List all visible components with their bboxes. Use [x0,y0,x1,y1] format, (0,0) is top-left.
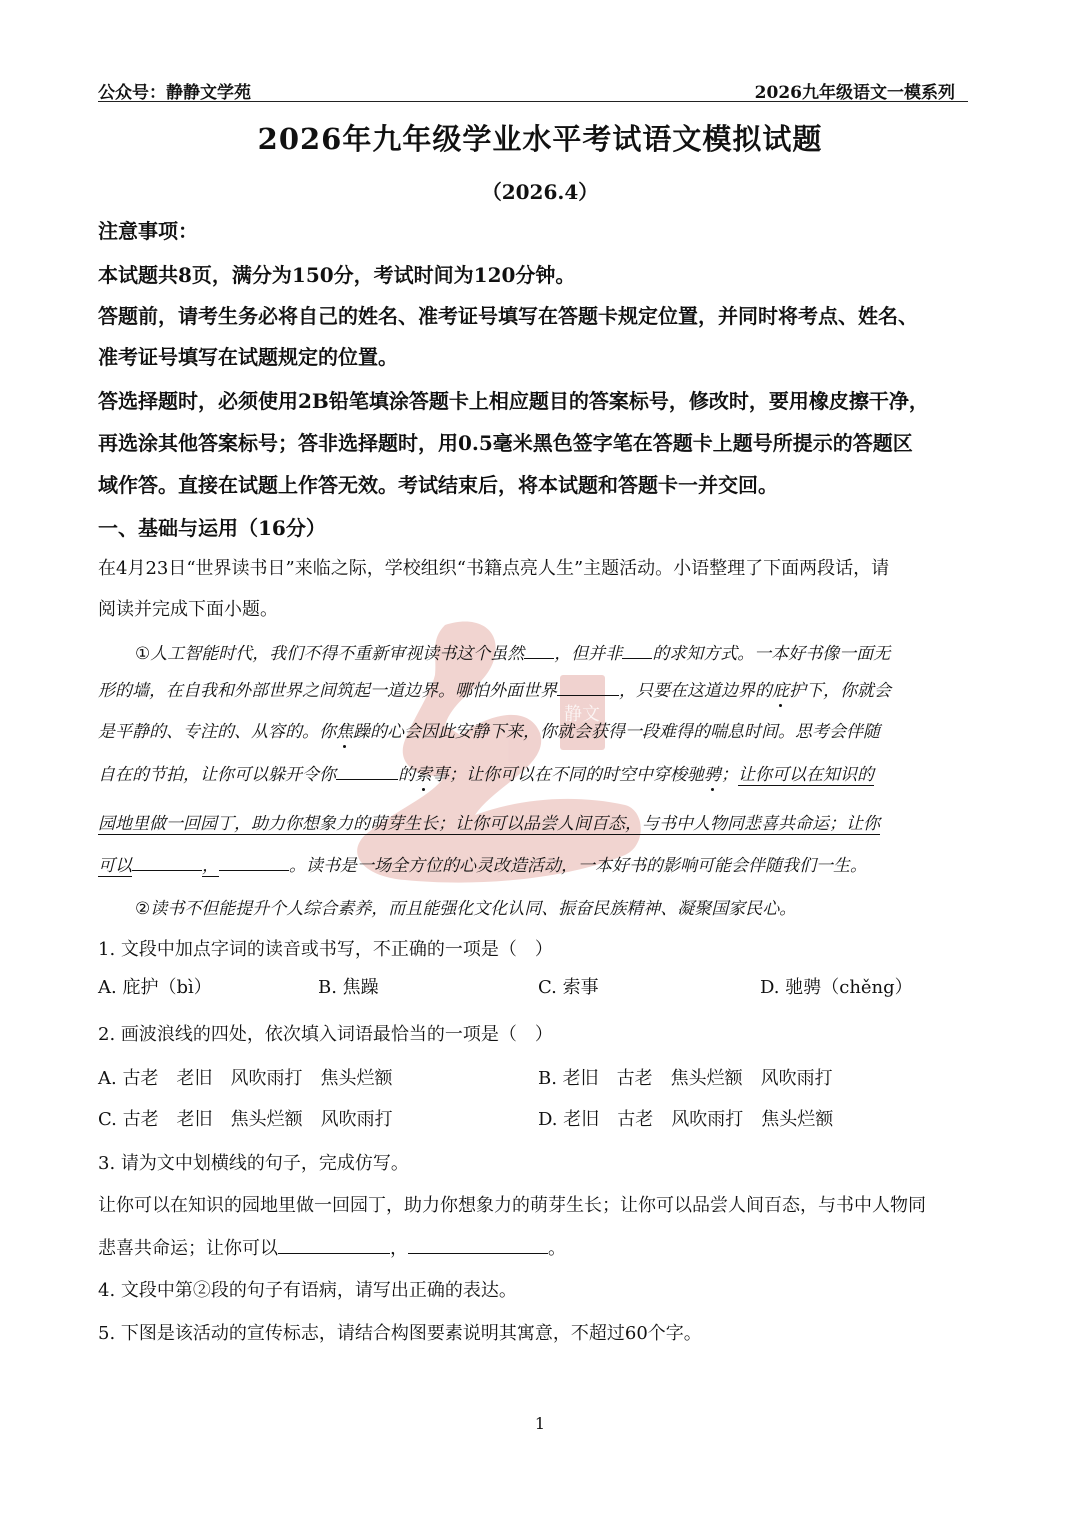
blank-6[interactable] [219,854,289,871]
passage-line-1: ①人工智能时代，我们不得不重新审视读书这个虽然 ，但并非 的求知方式。一本好书像一面无 [135,644,891,664]
blank-5[interactable] [132,854,202,871]
notice-line: 域作答。直接在试题上作答无效。考试结束后，将本试题和答题卡一并交回。 [98,473,778,497]
question-1-stem: 1. 文段中加点字词的读音或书写，不正确的一项是（ ） [98,939,553,960]
notice-line: 再选涂其他答案标号；答非选择题时，用0.5毫米黑色签字笔在答题卡上题号所提示的答题区 [98,431,913,455]
question-4: 4. 文段中第②段的句子有语病，请写出正确的表达。 [98,1280,517,1301]
exam-date: （2026.4） [481,180,599,204]
notice-line: 答题前，请考生务必将自己的姓名、准考证号填写在答题卡规定位置，并同时将考点、姓名、 [98,304,918,328]
passage-line-7: ②读书不但能提升个人综合素养，而且能强化文化认同、振奋民族精神、凝聚国家民心。 [135,899,797,919]
q3-blank-2[interactable] [408,1237,548,1254]
q1-option-c[interactable]: C. 索事 [538,977,599,998]
notice-line: 准考证号填写在试题规定的位置。 [98,345,398,369]
blank-1[interactable] [524,642,554,659]
seal-text: 静文 [564,704,600,725]
q3-blank-1[interactable] [278,1237,390,1254]
header-right: 2026九年级语文一模系列 [754,83,955,103]
page-number: 1 [534,1414,546,1433]
q2-option-d[interactable]: D. 老旧 古老 风吹雨打 焦头烂额 [538,1109,834,1130]
question-3-stem: 3. 请为文中划横线的句子，完成仿写。 [98,1153,409,1174]
q2-option-c[interactable]: C. 古老 老旧 焦头烂额 风吹雨打 [98,1109,393,1130]
header-left: 公众号：静静文学苑 [98,83,251,103]
q1-option-b[interactable]: B. 焦躁 [318,977,379,998]
question-2-stem: 2. 画波浪线的四处，依次填入词语最恰当的一项是（ ） [98,1024,553,1045]
passage-line-6: 可以 ， 。读书是一场全方位的心灵改造活动，一本好书的影响可能会伴随我们一生。 [98,856,867,876]
blank-3[interactable] [557,679,619,696]
passage-line-5: 园地里做一回园丁，助力你想象力的萌芽生长；让你可以品尝人间百态，与书中人物同悲喜共命运；让你 [98,814,880,834]
section-heading: 一、基础与运用（16分） [98,516,326,540]
header-rule [98,101,968,102]
q3-sentence: 让你可以在知识的园地里做一回园丁，助力你想象力的萌芽生长；让你可以品尝人间百态，与书中人物同 [98,1195,926,1216]
notice-line: 答选择题时，必须使用2B铅笔填涂答题卡上相应题目的答案标号，修改时，要用橡皮擦干净， [98,389,929,413]
q3-answer-line: 悲喜共命运；让你可以 ， 。 [98,1238,566,1259]
intro-line: 阅读并完成下面小题。 [98,599,278,620]
exam-title: 2026年九年级学业水平考试语文模拟试题 [257,122,823,156]
passage-line-2: 形的墙，在自我和外部世界之间筑起一道边界。哪怕外面世界 ，只要在这道边界的庇护下，你就会 [98,681,891,701]
q2-option-a[interactable]: A. 古老 老旧 风吹雨打 焦头烂额 [98,1068,393,1089]
q2-option-b[interactable]: B. 老旧 古老 焦头烂额 风吹雨打 [538,1068,833,1089]
notice-line: 本试题共8页，满分为150分，考试时间为120分钟。 [98,263,576,287]
blank-4[interactable] [336,763,398,780]
blank-2[interactable] [622,642,652,659]
question-5: 5. 下图是该活动的宣传标志，请结合构图要素说明其寓意，不超过60个字。 [98,1323,702,1344]
passage-line-4: 自在的节拍，让你可以躲开令你 的索事；让你可以在不同的时空中穿梭驰骋；让你可以在知识的 [98,765,874,785]
q1-option-a[interactable]: A. 庇护（bì） [98,977,212,998]
intro-line: 在4月23日“世界读书日”来临之际，学校组织“书籍点亮人生”主题活动。小语整理了下面两段话，请 [98,558,890,579]
notice-heading: 注意事项： [98,219,198,243]
passage-line-3: 是平静的、专注的、从容的。你焦躁的心会因此安静下来，你就会获得一段难得的喘息时间。思考会伴随 [98,722,880,742]
q1-option-d[interactable]: D. 驰骋（chěng） [760,977,913,998]
